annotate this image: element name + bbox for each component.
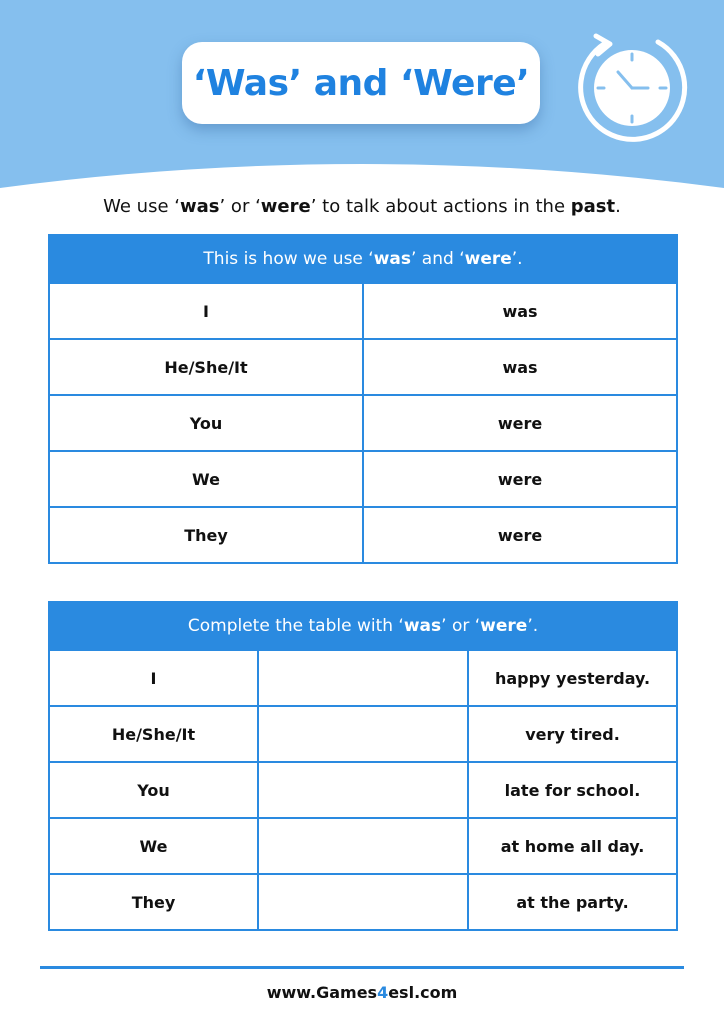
- ending-cell: very tired.: [468, 706, 677, 762]
- answer-blank[interactable]: [258, 818, 468, 874]
- subject-cell: They: [49, 874, 258, 930]
- subject-cell: You: [49, 762, 258, 818]
- answer-blank[interactable]: [258, 706, 468, 762]
- verb-cell: was: [363, 283, 677, 339]
- intro-text: We use ‘was’ or ‘were’ to talk about actions in the past.: [103, 196, 621, 217]
- subject-cell: I: [49, 650, 258, 706]
- table-row: [49, 874, 677, 930]
- table-row: [49, 762, 677, 818]
- verb-cell: were: [363, 507, 677, 563]
- usage-table: [48, 234, 678, 564]
- table-row: [49, 706, 677, 762]
- ending-cell: late for school.: [468, 762, 677, 818]
- table-row: [49, 650, 677, 706]
- table-row: [49, 283, 677, 339]
- page-title: ‘Was’ and ‘Were’: [192, 62, 530, 104]
- table-row: [49, 451, 677, 507]
- usage-table-header: This is how we use ‘was’ and ‘were’.: [49, 235, 677, 283]
- table-row: [49, 339, 677, 395]
- subject-cell: He/She/It: [49, 339, 363, 395]
- subject-cell: I: [49, 283, 363, 339]
- subject-cell: We: [49, 818, 258, 874]
- exercise-table: [48, 601, 678, 931]
- ending-cell: at the party.: [468, 874, 677, 930]
- table-row: [49, 395, 677, 451]
- table-row: [49, 507, 677, 563]
- verb-cell: were: [363, 395, 677, 451]
- subject-cell: You: [49, 395, 363, 451]
- table-row: [49, 818, 677, 874]
- footer-url[interactable]: www.Games4esl.com: [266, 983, 458, 1002]
- answer-blank[interactable]: [258, 650, 468, 706]
- exercise-table-header: Complete the table with ‘was’ or ‘were’.: [49, 602, 677, 650]
- ending-cell: happy yesterday.: [468, 650, 677, 706]
- subject-cell: He/She/It: [49, 706, 258, 762]
- verb-cell: was: [363, 339, 677, 395]
- footer-divider: [40, 966, 684, 969]
- ending-cell: at home all day.: [468, 818, 677, 874]
- verb-cell: were: [363, 451, 677, 507]
- answer-blank[interactable]: [258, 874, 468, 930]
- title-card: [182, 42, 540, 124]
- subject-cell: We: [49, 451, 363, 507]
- clock-icon: [566, 22, 696, 152]
- subject-cell: They: [49, 507, 363, 563]
- answer-blank[interactable]: [258, 762, 468, 818]
